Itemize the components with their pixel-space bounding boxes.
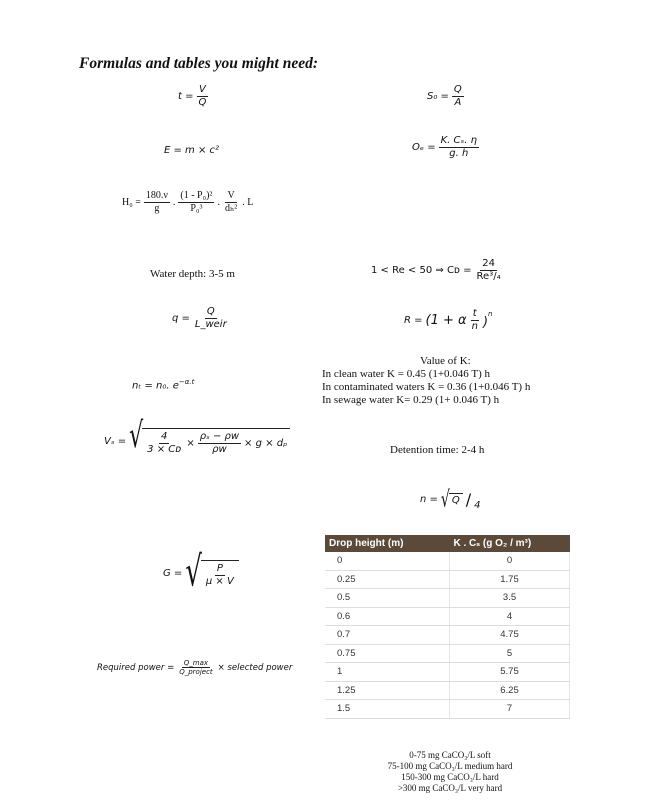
hardness-line: 150-300 mg CaCO₃/L hard (401, 772, 499, 782)
table-row (325, 607, 570, 626)
water-depth-note: Water depth: 3-5 m (150, 268, 235, 280)
numerator: t (472, 308, 477, 319)
kcs-value-cell: 5.75 (450, 663, 570, 682)
kcs-value-cell: 4 (450, 607, 570, 626)
formula-settling-velocity (104, 416, 290, 457)
formula-tail: × selected power (217, 662, 293, 673)
formula-lhs: Vₛ = (104, 436, 127, 447)
formula-weir-load (172, 306, 229, 330)
fraction-slash: / (465, 490, 472, 509)
formula-lhs: Required power = (97, 662, 175, 673)
formula-head-loss: H₀ = $\frac{180.\nu}{g}$ . $\frac{\text{(1 - P₀)²}}{\text{P₀³}}$ . $\frac{V}{\text{dₕ²}}$ . L (122, 190, 254, 214)
drop-height-cell: 0 (325, 552, 450, 570)
table-header-row (325, 535, 570, 552)
numerator: V (227, 190, 235, 201)
hardness-line: >300 mg CaCO₃/L very hard (397, 783, 503, 793)
formula-lhs: G = (163, 568, 183, 579)
table-row (325, 552, 570, 570)
numerator: K. Cₛ. η (440, 135, 477, 146)
denominator: dₕ² (224, 202, 238, 214)
formula-lhs: H₀ = (122, 196, 141, 208)
denominator: g (154, 202, 160, 214)
k-value-line: In sewage water K= 0.29 (1+ 0.046 T) h (322, 394, 500, 406)
formula-required-power (97, 659, 292, 676)
formula-retention-time (178, 84, 208, 108)
drop-height-cell: 0.7 (325, 626, 450, 645)
table-body (325, 552, 570, 718)
table-row (325, 700, 570, 719)
k-values-block (322, 355, 530, 407)
kcs-value-cell: 3.5 (450, 589, 570, 608)
hardness-line: 0-75 mg CaCO₃/L soft (409, 750, 491, 760)
formula-energy: E = m × c² (164, 145, 220, 156)
formula-n (420, 486, 481, 513)
numerator: ρₛ − ρᴡ (199, 431, 240, 442)
denominator: L_weir (194, 318, 227, 330)
table-row (325, 589, 570, 608)
formula-tail: × g × dₚ (244, 437, 288, 449)
page-heading: Formulas and tables you might need: (79, 55, 318, 72)
kcs-value-cell: 6.25 (450, 681, 570, 700)
denominator: g. h (449, 147, 469, 159)
denominator: Re³/₄ (476, 270, 501, 282)
kcs-value-cell: 0 (450, 552, 570, 570)
formula-lhs: R = (404, 314, 423, 326)
detention-time-note: Detention time: 2-4 h (390, 444, 485, 456)
kcs-value-cell: 1.75 (450, 570, 570, 589)
formula-lhs: S₀ = (427, 90, 449, 102)
column-header: Drop height (m) (325, 535, 450, 552)
radicand: Q (451, 495, 460, 506)
denominator: 3 × Cᴅ (147, 443, 182, 455)
table-row (325, 570, 570, 589)
table-row (325, 663, 570, 682)
drop-height-cell: 1.25 (325, 681, 450, 700)
drop-height-cell: 0.5 (325, 589, 450, 608)
formula-exponent: n (488, 310, 493, 318)
table-row (325, 626, 570, 645)
kcs-value-cell: 4.75 (450, 626, 570, 645)
drop-height-table (325, 535, 570, 719)
formula-drag-coefficient (371, 258, 503, 282)
k-value-line: In clean water K = 0.45 (1+0.046 T) h (322, 368, 490, 380)
formula-lhs: q = (172, 312, 190, 324)
kcs-value-cell: 7 (450, 700, 570, 719)
formula-lhs: t = (178, 90, 194, 102)
denominator: μ × V (205, 575, 234, 587)
denominator: Q (198, 96, 207, 108)
drop-height-cell: 1.5 (325, 700, 450, 719)
denominator: A (454, 96, 462, 108)
formula-exponent: −α.t (178, 378, 195, 386)
hardness-line: 75-100 mg CaCO₃/L medium hard (387, 761, 513, 771)
drop-height-cell: 0.25 (325, 570, 450, 589)
numerator: 4 (161, 431, 168, 442)
formula-surface-load (427, 84, 464, 108)
denominator: P₀³ (190, 202, 203, 214)
formula-velocity-gradient (163, 548, 239, 597)
column-header: K . Cₛ (g O₂ / m³) (450, 535, 570, 552)
sqrt-sign: √ (440, 486, 450, 513)
numerator: 180.ν (145, 190, 168, 201)
denominator: Q_project (179, 668, 213, 677)
hardness-legend (360, 750, 540, 794)
table-row (325, 681, 570, 700)
denominator: n (471, 320, 478, 332)
drop-height-cell: 1 (325, 663, 450, 682)
drop-height-cell: 0.6 (325, 607, 450, 626)
k-values-title: Value of K: (420, 355, 471, 367)
formula-text: nₜ = n₀. e (132, 380, 179, 392)
numerator: P (216, 563, 223, 574)
drop-height-cell: 0.75 (325, 644, 450, 663)
denominator: ρᴡ (212, 443, 227, 455)
formula-lhs: 1 < Re < 50 ⇒ Cᴅ = (371, 264, 472, 276)
table-row (325, 644, 570, 663)
formula-decay (132, 378, 194, 391)
numerator: Q_max (183, 659, 209, 667)
formula-lhs: n = (420, 494, 438, 505)
formula-body: (1 + α (425, 312, 467, 328)
formula-tail: . L (242, 196, 254, 208)
formula-lhs: Oₑ = (412, 141, 436, 153)
formula-close: ) (482, 315, 489, 330)
kcs-value-cell: 5 (450, 644, 570, 663)
denominator: 4 (474, 500, 481, 511)
times-sign: × (186, 437, 195, 449)
sqrt-sign: √ (129, 416, 144, 457)
k-value-line: In contaminated waters K = 0.36 (1+0.046 T) h (322, 381, 531, 393)
formula-r (404, 308, 492, 332)
numerator: Q (453, 84, 462, 95)
numerator: 24 (482, 258, 495, 269)
numerator: Q (206, 306, 215, 317)
numerator: V (199, 84, 206, 95)
numerator: (1 - P₀)² (180, 190, 213, 201)
sqrt-sign: √ (185, 548, 202, 597)
formula-oxygen-efficiency (412, 135, 479, 159)
